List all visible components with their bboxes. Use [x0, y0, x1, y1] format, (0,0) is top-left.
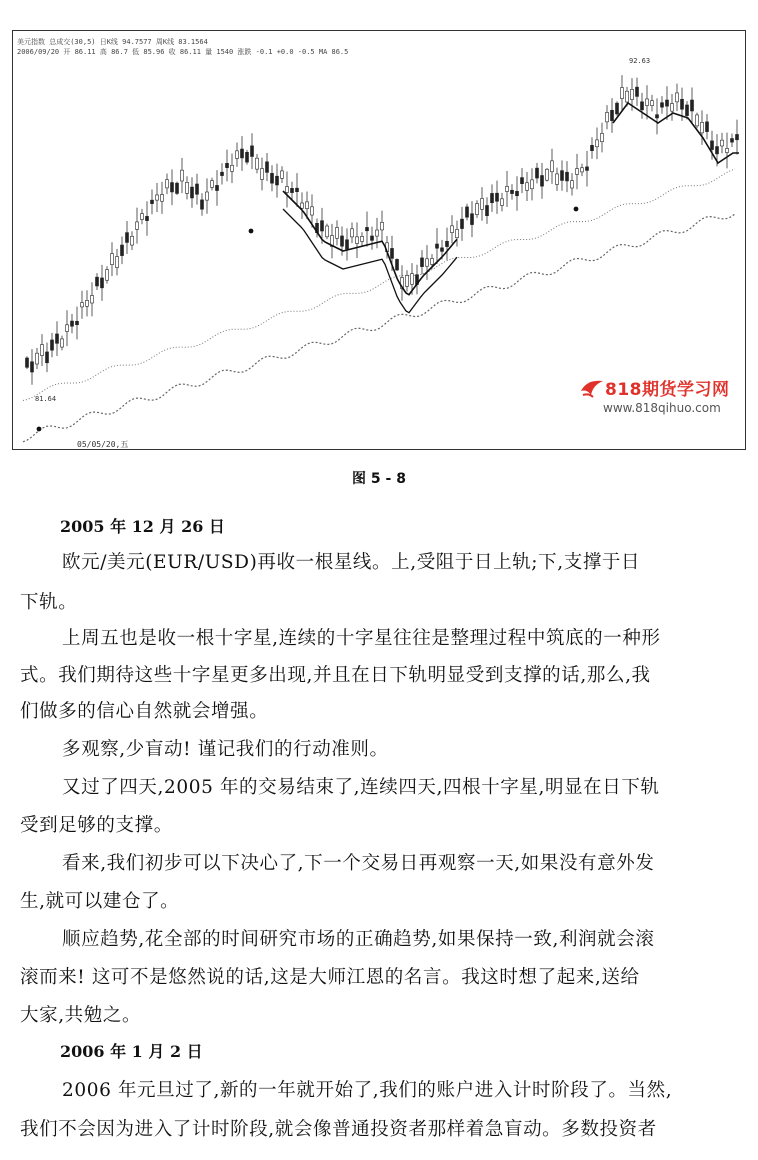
candle-body: [406, 275, 409, 286]
site-url: www.818qihuo.com: [603, 401, 721, 415]
candle-body: [721, 140, 724, 146]
candle-body: [526, 183, 529, 191]
candle-body: [26, 358, 29, 367]
candle-body: [706, 122, 709, 132]
site-watermark: [579, 375, 749, 415]
candle-body: [336, 227, 339, 238]
candle-body: [701, 122, 704, 133]
section2-date: 2006 年 1 月 2 日: [60, 1042, 203, 1061]
chart-date-label: 05/05/20,五: [77, 440, 129, 449]
candle-body: [356, 237, 359, 244]
marker-dot: [249, 229, 254, 234]
candle-body: [736, 134, 739, 139]
candle-body: [206, 192, 209, 200]
text-line: 下轨。: [20, 592, 78, 613]
candle-body: [201, 200, 204, 209]
candle-body: [396, 259, 399, 270]
candle-body: [626, 91, 629, 102]
candle-body: [511, 190, 514, 193]
candle-body: [166, 180, 169, 188]
candle-body: [376, 230, 379, 236]
text-line: 2006 年元旦过了,新的一年就开始了,我们的账户进入计时阶段了。当然,: [62, 1080, 673, 1101]
candle-body: [271, 173, 274, 183]
candle-body: [236, 151, 239, 159]
candle-body: [131, 236, 134, 245]
candle-body: [96, 277, 99, 286]
text-line: 欧元/美元(EUR/USD)再收一根星线。上,受阻于日上轨;下,支撑于日: [62, 552, 641, 573]
candle-body: [691, 100, 694, 111]
candle-body: [496, 193, 499, 201]
candle-body: [41, 345, 44, 356]
peak-price-label: 92.63: [629, 57, 651, 65]
candle-body: [641, 102, 644, 110]
candle-body: [591, 145, 594, 150]
candle-body: [616, 103, 619, 114]
marker-dot: [37, 427, 42, 432]
candle-body: [346, 240, 349, 249]
candle-body: [446, 241, 449, 246]
section1-date: 2005 年 12 月 26 日: [60, 517, 225, 536]
candle-body: [261, 169, 264, 180]
candle-body: [671, 104, 674, 112]
candle-body: [246, 152, 249, 162]
candle-body: [486, 205, 489, 215]
candle-body: [561, 171, 564, 181]
chart-figure: [12, 30, 746, 450]
candle-body: [606, 112, 609, 121]
candle-body: [541, 176, 544, 187]
candle-body: [91, 296, 94, 304]
candle-body: [146, 216, 149, 220]
candle-body: [571, 181, 574, 188]
candle-body: [436, 244, 439, 248]
text-line: 顺应趋势,花全部的时间研究市场的正确趋势,如果保持一致,利润就会滚: [62, 929, 655, 950]
text-line: 们做多的信心自然就会增强。: [20, 701, 269, 722]
candle-body: [56, 334, 59, 343]
candle-body: [71, 321, 74, 326]
candle-body: [536, 168, 539, 178]
candle-body: [251, 146, 254, 157]
figure-caption: 图 5 - 8: [352, 471, 406, 487]
candle-body: [116, 257, 119, 268]
candle-body: [186, 182, 189, 193]
moving-average-line: [283, 191, 457, 295]
candle-body: [601, 133, 604, 141]
candle-body: [171, 183, 174, 192]
candle-body: [276, 176, 279, 185]
candle-body: [181, 170, 184, 181]
candle-body: [311, 207, 314, 215]
candle-body: [696, 115, 699, 126]
candle-body: [226, 163, 229, 167]
candle-body: [51, 340, 54, 350]
candle-body: [501, 199, 504, 206]
candle-body: [711, 141, 714, 150]
candle-body: [586, 167, 589, 171]
candle-body: [111, 254, 114, 265]
candle-body: [361, 236, 364, 241]
candle-body: [686, 105, 689, 116]
text-line: 看来,我们初步可以下决心了,下一个交易日再观察一天,如果没有意外发: [62, 853, 655, 874]
candle-body: [176, 183, 179, 193]
candle-body: [241, 149, 244, 158]
candle-body: [306, 202, 309, 209]
candle-body: [61, 339, 64, 347]
candle-body: [576, 169, 579, 175]
candle-body: [161, 194, 164, 201]
candle-body: [441, 248, 444, 252]
candle-body: [491, 193, 494, 202]
candle-body: [651, 101, 654, 106]
marker-dot: [574, 207, 579, 212]
candle-body: [156, 195, 159, 200]
candle-body: [676, 93, 679, 102]
chart-header-line2: 2006/09/20 开 86.11 高 86.7 低 85.96 收 86.11 量 1540 涨跌 -0.1 +0.0 -0.5 MA 86.5: [17, 48, 349, 56]
candle-body: [256, 158, 259, 169]
candle-body: [291, 188, 294, 192]
candle-body: [321, 221, 324, 231]
candle-body: [221, 172, 224, 175]
candle-body: [666, 100, 669, 106]
candle-body: [81, 303, 84, 307]
candle-body: [231, 165, 234, 171]
candle-body: [366, 227, 369, 230]
candle-body: [656, 115, 659, 118]
candle-body: [286, 187, 289, 193]
site-logo-icon: [579, 377, 605, 399]
candle-body: [451, 226, 454, 233]
candle-body: [351, 229, 354, 237]
text-line: 多观察,少盲动! 谨记我们的行动准则。: [62, 739, 389, 760]
candle-body: [531, 180, 534, 189]
candle-body: [191, 187, 194, 198]
candle-body: [481, 199, 484, 210]
candle-body: [301, 203, 304, 208]
candle-body: [136, 222, 139, 229]
candle-body: [646, 99, 649, 106]
candle-body: [381, 222, 384, 230]
candle-body: [546, 169, 549, 180]
candle-body: [516, 191, 519, 195]
candle-body: [581, 168, 584, 172]
candle-body: [661, 103, 664, 107]
text-line: 我们不会因为进入了计时阶段,就会像普通投资者那样着急盲动。多数投资者: [20, 1119, 657, 1140]
candle-body: [426, 259, 429, 266]
candle-body: [76, 321, 79, 324]
text-line: 式。我们期待这些十字星更多出现,并且在日下轨明显受到支撑的话,那么,我: [20, 665, 651, 686]
candle-body: [471, 214, 474, 225]
candle-body: [726, 148, 729, 152]
candle-body: [456, 229, 459, 237]
candle-body: [341, 236, 344, 246]
candle-body: [121, 245, 124, 256]
text-line: 又过了四天,2005 年的交易结束了,连续四天,四根十字星,明显在日下轨: [62, 777, 660, 798]
candle-body: [566, 172, 569, 181]
candle-body: [106, 270, 109, 281]
candle-body: [46, 352, 49, 363]
moving-average-line: [613, 103, 739, 163]
lower-channel-line: [23, 169, 735, 401]
candle-body: [86, 300, 89, 306]
text-line: 上周五也是收一根十字星,连续的十字星往往是整理过程中筑底的一种形: [62, 628, 661, 649]
candle-body: [36, 353, 39, 364]
candle-body: [551, 161, 554, 172]
candle-body: [126, 233, 129, 243]
candle-body: [371, 236, 374, 240]
candle-body: [391, 248, 394, 258]
candle-body: [421, 258, 424, 267]
candle-body: [141, 214, 144, 220]
candle-body: [101, 278, 104, 288]
candle-body: [31, 362, 34, 372]
candle-body: [281, 171, 284, 178]
candle-body: [681, 99, 684, 109]
low-price-label: 81.64: [35, 395, 57, 403]
candle-body: [266, 162, 269, 173]
candle-body: [476, 204, 479, 215]
candle-body: [556, 174, 559, 185]
text-line: 生,就可以建仓了。: [20, 891, 180, 912]
text-line: 滚而来! 这可不是悠然说的话,这是大师江恩的名言。我这时想了起来,送给: [20, 967, 640, 988]
candle-body: [196, 184, 199, 194]
candle-body: [211, 181, 214, 188]
chart-header-line1: 美元指数 总成交(30,5) 日K线 94.7577 周K线 83.1564: [17, 38, 208, 46]
candle-body: [506, 186, 509, 191]
candle-body: [631, 89, 634, 99]
candle-body: [411, 274, 414, 285]
candle-body: [521, 178, 524, 184]
candle-body: [636, 87, 639, 96]
candle-body: [731, 139, 734, 143]
candle-body: [151, 200, 154, 203]
text-line: 受到足够的支撑。: [20, 815, 173, 836]
site-name: 818期货学习网: [605, 380, 730, 400]
candle-body: [596, 140, 599, 147]
text-line: 大家,共勉之。: [20, 1005, 142, 1026]
candle-body: [216, 185, 219, 190]
candle-body: [431, 259, 434, 265]
candle-body: [466, 207, 469, 217]
candle-body: [326, 226, 329, 237]
candle-body: [296, 188, 299, 192]
candle-body: [716, 147, 719, 154]
candle-body: [461, 219, 464, 228]
candle-body: [621, 88, 624, 99]
candle-body: [66, 325, 69, 332]
candle-body: [611, 110, 614, 120]
